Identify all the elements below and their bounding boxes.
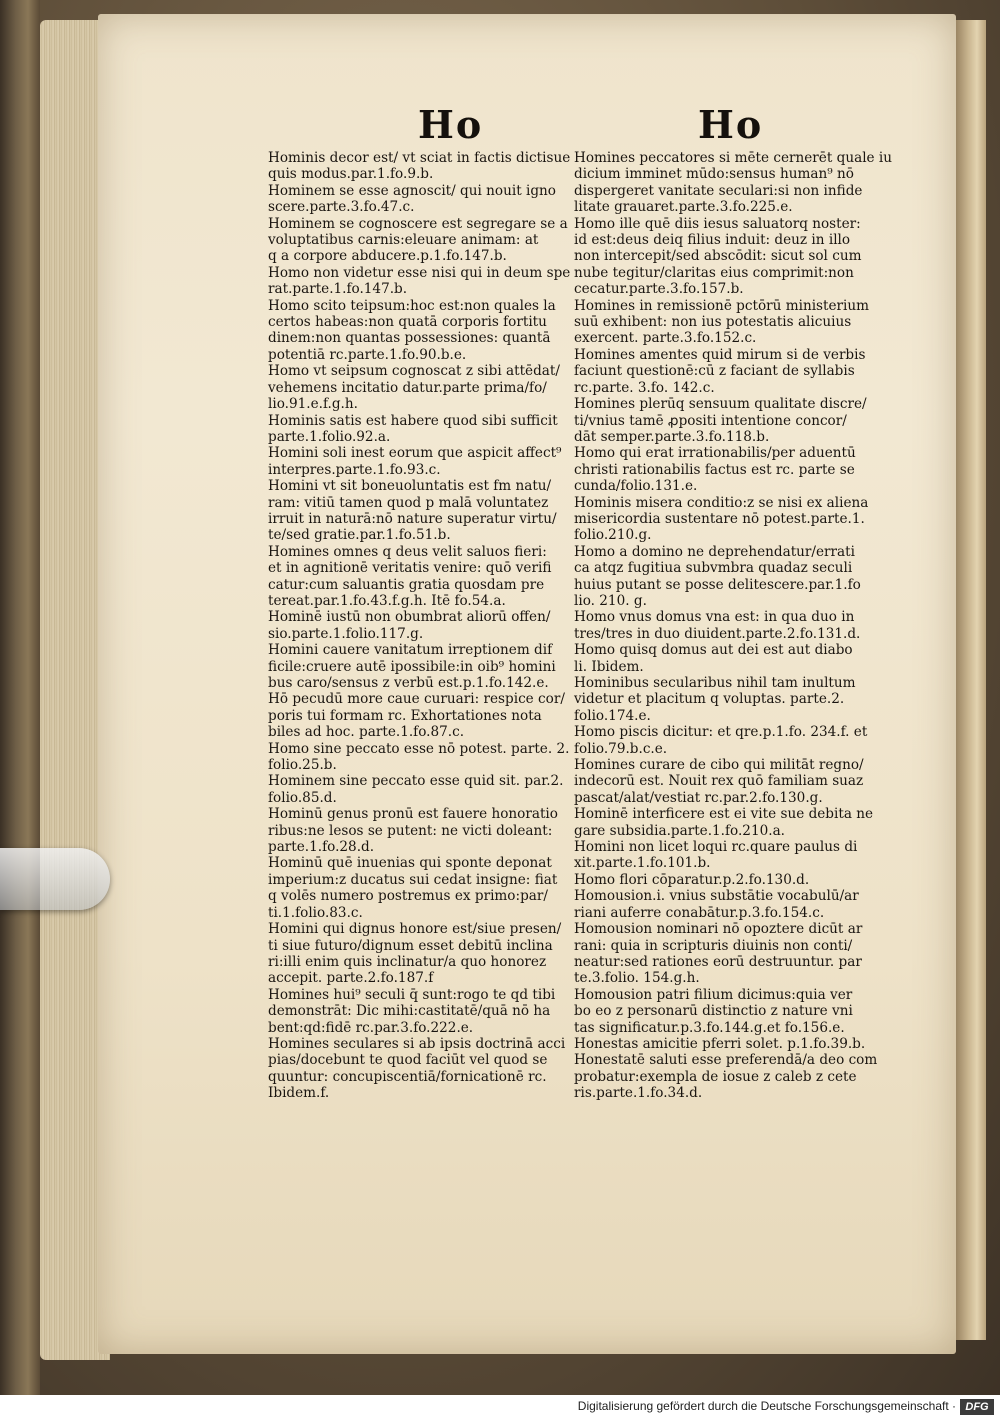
text-line: ti.1.folio.83.c. [268, 904, 363, 921]
text-line: te/sed gratie.par.1.fo.51.b. [268, 527, 451, 544]
text-line: voluptatibus carnis:eleuare animam: at [268, 232, 539, 249]
text-line: ti/vnius tamē ꝓpositi intentione concor/ [574, 412, 847, 429]
text-line: tres/tres in duo diuident.parte.2.fo.131.d. [574, 625, 861, 642]
text-line: cecatur.parte.3.fo.157.b. [574, 281, 744, 298]
text-line: Homines peccatores si mēte cernerēt quale iu [574, 150, 893, 166]
text-line: scere.parte.3.fo.47.c. [268, 199, 415, 216]
text-line: q volēs numero postremus ex primo:par/ [268, 888, 548, 905]
text-line: ti siue futuro/dignum esset debitū inclina [268, 937, 553, 954]
text-line: Homini cauere vanitatum irreptionem dif [268, 642, 553, 659]
header-right: Ho [698, 102, 764, 147]
text-line: Homo ille quē diis iesus saluatorq noster: [574, 215, 861, 232]
text-line: lio.91.e.f.g.h. [268, 396, 358, 413]
text-line: exercent. parte.3.fo.152.c. [574, 330, 757, 347]
text-line: suū exhibent: non ius potestatis alicuius [574, 314, 852, 331]
text-line: Hominem se esse agnoscit/ qui nouit igno [268, 182, 556, 199]
text-line: Homo sine peccato esse nō potest. parte. 2. [268, 740, 570, 757]
text-line: Hominē interficere est ei vite sue debita ne [574, 806, 874, 823]
text-line: Homini qui dignus honore est/siue presen/ [268, 921, 562, 938]
text-line: dāt semper.parte.3.fo.118.b. [574, 428, 770, 445]
text-line: irruit in naturā:nō nature superatur virtu/ [268, 510, 557, 527]
text-line: Hominū quē inuenias qui sponte deponat [268, 855, 552, 872]
text-line: neatur:sed rationes eorū destruuntur. par [574, 953, 862, 970]
text-line: parte.1.folio.92.a. [268, 428, 391, 445]
text-line: Homo non videtur esse nisi qui in deum spe [268, 264, 571, 281]
text-line: et in agnitionē veritatis venire: quō verifi [268, 560, 552, 577]
text-line: christi rationabilis factus est rc. parte se [574, 461, 855, 478]
book-clip [0, 848, 110, 910]
text-line: Honestas amicitie pferri solet. p.1.fo.39.b. [574, 1035, 866, 1052]
text-line: Homousion.i. vnius substātie vocabulū/ar [574, 888, 859, 905]
text-line: bent:qd:fidē rc.par.3.fo.222.e. [268, 1019, 474, 1036]
text-line: non intercepit/sed abscōdit: sicut sol cum [574, 248, 862, 265]
text-line: Hominibus secularibus nihil tam inultum [574, 675, 856, 691]
text-line: demonstrāt: Dic mihi:castitatē/quā nō ha [268, 1003, 551, 1020]
text-line: poris tui formam rc. Exhortationes nota [268, 707, 542, 724]
text-line: probatur:exempla de iosue z caleb z cete [574, 1068, 857, 1085]
text-line: faciunt questionē:cū z faciant de syllabis [574, 363, 855, 380]
text-line: folio.174.e. [574, 707, 651, 724]
text-line: Hō pecudū more caue curuari: respice cor/ [268, 691, 565, 708]
text-line: Hominis decor est/ vt sciat in factis dictisue [268, 150, 571, 166]
text-line: parte.1.fo.28.d. [268, 839, 375, 856]
text-line: dispergeret vanitate seculari:si non infide [574, 182, 863, 199]
text-line: Homousion patri filium dicimus:quia ver [574, 986, 853, 1003]
text-line: vehemens incitatio datur.parte prima/fo/ [268, 379, 547, 396]
text-line: cunda/folio.131.e. [574, 478, 698, 495]
text-line: bo eo z personarū distinctio z nature vni [574, 1003, 853, 1020]
header-left: Ho [418, 102, 484, 147]
text-line: Hominem se cognoscere est segregare se a [268, 215, 568, 232]
text-line: Homo qui erat irrationabilis/per aduentū [574, 445, 856, 462]
text-line: folio.79.b.c.e. [574, 740, 668, 757]
text-line: gare subsidia.parte.1.fo.210.a. [574, 822, 785, 839]
text-line: accepit. parte.2.fo.187.f [268, 970, 434, 987]
text-line: riani auferre conabātur.p.3.fo.154.c. [574, 904, 825, 921]
text-line: rc.parte. 3.fo. 142.c. [574, 379, 715, 396]
text-line: ficile:cruere autē ipossibile:in oib⁹ homini [268, 658, 556, 675]
text-line: ram: vitiū tamen quod p malā voluntatez [268, 494, 549, 511]
text-line: Homo vnus domus vna est: in qua duo in [574, 609, 855, 626]
text-line: Ibidem.f. [268, 1085, 330, 1102]
text-line: Homines omnes q deus velit saluos fieri: [268, 543, 547, 560]
text-line: id est:deus deiq filius induit: deuz in illo [574, 232, 851, 249]
text-line: Homo scito teipsum:hoc est:non quales la [268, 297, 556, 314]
text-line: li. Ibidem. [574, 658, 644, 675]
text-line: Homini vt sit boneuoluntatis est fm natu/ [268, 478, 552, 495]
text-line: bus caro/sensus z verbū est.p.1.fo.142.e. [268, 675, 549, 691]
text-line: folio.25.b. [268, 757, 337, 774]
text-line: q a corpore abducere.p.1.fo.147.b. [268, 248, 507, 265]
text-line: Homo flori cōparatur.p.2.fo.130.d. [574, 871, 810, 888]
text-line: biles ad hoc. parte.1.fo.87.c. [268, 724, 465, 741]
text-line: ca atqz fugitiua subvmbra quadaz seculi [574, 560, 853, 577]
text-line: Homines amentes quid mirum si de verbis [574, 346, 866, 363]
text-line: folio.85.d. [268, 789, 337, 806]
text-line: Honestatē saluti esse preferendā/a deo com [574, 1052, 878, 1069]
text-line: quuntur: concupiscentiā/fornicationē rc. [268, 1068, 547, 1085]
text-line: Hominem sine peccato esse quid sit. par.2. [268, 773, 564, 790]
text-line: Hominis satis est habere quod sibi sufficit [268, 412, 558, 429]
text-line: rani: quia in scripturis diuinis non conti/ [574, 937, 853, 954]
text-line: pias/docebunt te quod faciūt vel quod se [268, 1052, 548, 1069]
text-line: Homo piscis dicitur: et qre.p.1.fo. 234.f. et [574, 724, 868, 741]
page-gutter-right [956, 20, 986, 1340]
text-line: Homines plerūq sensuum qualitate discre/ [574, 396, 867, 413]
text-line: Hominē iustū non obumbrat aliorū offen/ [268, 609, 551, 626]
text-line: videtur et placitum q voluptas. parte.2. [574, 691, 845, 708]
text-line: Homines in remissionē pctōrū ministerium [574, 297, 870, 314]
text-line: Homines curare de cibo qui militāt regno/ [574, 757, 864, 774]
text-line: Hominū genus pronū est fauere honoratio [268, 806, 558, 823]
text-line: Homo a domino ne deprehendatur/errati [574, 543, 855, 560]
text-line: Homini soli inest eorum que aspicit affect⁹ [268, 445, 562, 462]
text-line: nube tegitur/claritas eius comprimit:non [574, 264, 854, 281]
dfg-logo: DFG [960, 1399, 994, 1415]
left-column [268, 150, 578, 1102]
text-line: misericordia sustentare nō potest.parte.1. [574, 510, 865, 527]
text-line: tereat.par.1.fo.43.f.g.h. Itē fo.54.a. [268, 592, 506, 609]
text-line: indecorū est. Nouit rex quō familiam suaz [574, 773, 864, 790]
text-line: Homo quisq domus aut dei est aut diabo [574, 642, 853, 659]
text-line: catur:cum saluantis gratia quosdam pre [268, 576, 545, 593]
text-line: rat.parte.1.fo.147.b. [268, 281, 408, 298]
text-line: dinem:non quantas possessiones: quantā [268, 330, 551, 347]
text-line: folio.210.g. [574, 527, 652, 544]
text-line: ris.parte.1.fo.34.d. [574, 1085, 703, 1102]
text-line: Homini non licet loqui rc.quare paulus di [574, 839, 858, 856]
text-line: lio. 210. g. [574, 592, 647, 609]
text-line: Homines hui⁹ seculi q̄ sunt:rogo te qd tibi [268, 986, 556, 1003]
text-line: quis modus.par.1.fo.9.b. [268, 166, 434, 183]
text-line: huius putant se posse delitescere.par.1.fo [574, 576, 861, 593]
footer-credit: Digitalisierung gefördert durch die Deutsche Forschungsgemeinschaft · [577, 1399, 956, 1413]
text-line: ribus:ne lesos se putent: ne victi doleant: [268, 822, 553, 839]
text-line: certos habeas:non quatā corporis fortitu [268, 314, 547, 331]
text-line: dicium imminet mūdo:sensus human⁹ nō [574, 166, 854, 183]
right-column [574, 150, 904, 1102]
text-line: ri:illi enim quis inclinatur/a quo honorez [268, 953, 547, 970]
text-line: Homines seculares si ab ipsis doctrinā acci [268, 1035, 566, 1052]
text-line: te.3.folio. 154.g.h. [574, 970, 700, 987]
text-line: tas significatur.p.3.fo.144.g.et fo.156.e. [574, 1019, 845, 1036]
text-line: xit.parte.1.fo.101.b. [574, 855, 711, 872]
text-line: pascat/alat/vestiat rc.par.2.fo.130.g. [574, 789, 823, 806]
text-line: Homo vt seipsum cognoscat z sibi attēdat/ [268, 363, 560, 380]
text-line: Hominis misera conditio:z se nisi ex aliena [574, 494, 869, 511]
text-line: imperium:z ducatus sui cedat insigne: fiat [268, 871, 558, 888]
text-line: litate grauaret.parte.3.fo.225.e. [574, 199, 793, 216]
text-line: sio.parte.1.folio.117.g. [268, 625, 424, 642]
book-cover-edge [0, 0, 40, 1395]
text-line: interpres.parte.1.fo.93.c. [268, 461, 441, 478]
text-line: Homousion nominari nō opoztere dicūt ar [574, 921, 863, 938]
text-line: potentiā rc.parte.1.fo.90.b.e. [268, 346, 467, 363]
